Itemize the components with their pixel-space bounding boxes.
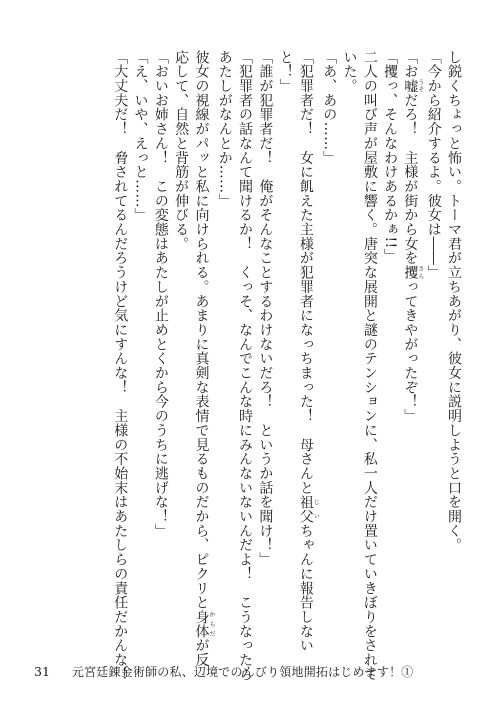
text-segment: ちゃんに報告しない xyxy=(297,523,314,653)
text-segment: 「お xyxy=(402,50,419,79)
ruby-annotation xyxy=(297,494,320,524)
ruby-reading: さら xyxy=(416,265,424,280)
text-segment: 二人の叫び声が屋敷に響く。唐突な展開と謎のテンションに、私一人だけ置いていきぼりをされて xyxy=(361,50,378,682)
text-segment: と！」 xyxy=(277,50,294,94)
text-segment: 「え、いや、えっと……」 xyxy=(132,50,149,223)
text-segment: し鋭くちょっと怖い。トーマ君が立ちあがり、彼女に説明しようと口を開く。 xyxy=(446,50,462,553)
text-line xyxy=(275,50,295,640)
page-number: 31 xyxy=(34,664,50,679)
text-line xyxy=(319,50,339,640)
text-line xyxy=(296,50,320,653)
text-line xyxy=(444,50,464,640)
ruby-reading: じい xyxy=(312,494,320,524)
text-segment: 「犯罪者だ！ 女に飢えた主様が犯罪者になっちまった！ 母さんと xyxy=(297,50,314,495)
text-segment: 「大丈夫だ！ 脅されてるんだろうけど気にすんな！ 主様の不始末はあたしらの責任だかんな！ xyxy=(112,50,129,682)
text-line xyxy=(214,50,234,640)
text-segment: 「今から紹介するよ。彼女は――」 xyxy=(425,50,442,280)
text-segment: ってきやがったぞ！」 xyxy=(402,279,419,424)
text-segment: 「犯罪者の話なんて聞けるか！ くっそ、なんでこんな時にみんないないんだよ！ こうなったら xyxy=(237,50,254,682)
text-line xyxy=(380,50,400,640)
text-line xyxy=(255,50,275,640)
text-line xyxy=(423,50,443,640)
text-line xyxy=(130,50,150,640)
text-segment: 「攫っ、そんなわけあるかぁ!!」 xyxy=(382,50,399,263)
ruby-reading: からだ xyxy=(207,609,215,639)
text-line xyxy=(339,50,359,640)
ruby-annotation xyxy=(402,265,424,280)
ruby-annotation xyxy=(402,78,424,94)
text-line xyxy=(400,50,423,640)
text-line xyxy=(235,50,255,682)
ruby-base: 嘘 xyxy=(402,78,419,94)
text-segment: だろ！ 主様が街から女を xyxy=(402,93,419,266)
text-segment: あたしがなんとか……」 xyxy=(216,50,233,208)
running-title: 元宮廷錬金術師の私、辺境でのんびり領地開拓はじめます！① xyxy=(71,665,414,679)
text-line xyxy=(171,50,191,640)
ruby-base: 身体 xyxy=(193,609,210,639)
text-segment: 「あ、あの……」 xyxy=(321,50,338,165)
text-segment: 「おいお姉さん！ この変態はあたしが止めとくから今のうちに逃げな！」 xyxy=(152,50,169,538)
text-line xyxy=(360,50,380,682)
ruby-annotation xyxy=(193,609,215,639)
page-footer xyxy=(34,663,414,680)
text-line xyxy=(191,50,215,668)
text-segment: 応して、自然と背筋が伸びる。 xyxy=(173,50,190,251)
text-segment: 彼女の視線がパッと私に向けられる。あまりに真剣な表情で見るものだから、ピクリと xyxy=(193,50,210,610)
text-segment: が反 xyxy=(193,638,210,668)
text-line xyxy=(151,50,171,640)
ruby-base: 祖父 xyxy=(297,494,314,524)
text-line xyxy=(110,50,130,682)
text-segment: いた。 xyxy=(341,50,358,94)
ruby-base: 攫 xyxy=(402,265,419,280)
text-segment: 「誰が犯罪者だ！ 俺がそんなことするわけないだろ！ というか話を聞け！」 xyxy=(257,50,274,567)
ruby-reading: うそ xyxy=(416,78,424,94)
